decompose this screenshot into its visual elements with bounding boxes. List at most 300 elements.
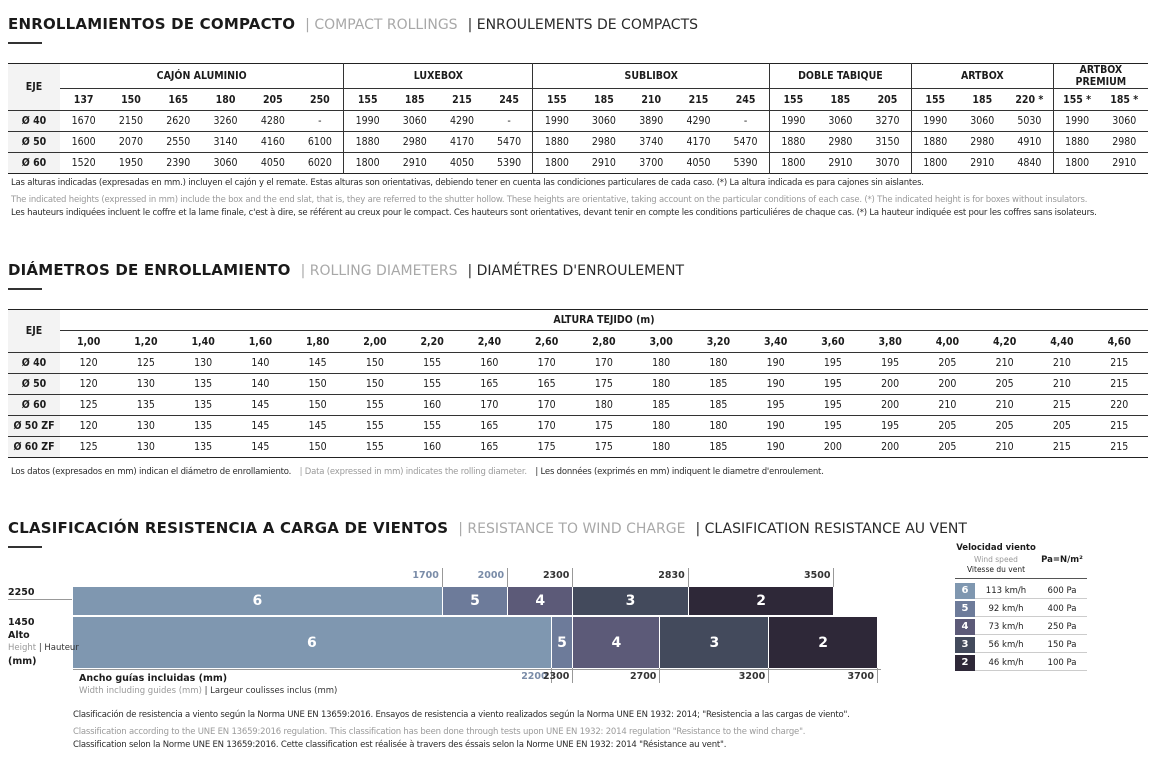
table-cell: 4290 [675,111,722,132]
size-header: 155 [533,89,580,111]
table-cell: 1880 [769,132,816,153]
table-cell: 135 [117,395,174,416]
table-cell: 2620 [155,111,202,132]
table-cell: 170 [518,395,575,416]
size-header: 180 [215,93,236,106]
table-cell: 1990 [1053,111,1100,132]
table-cell: 200 [919,374,976,395]
wind-bar-class-5: 5 [443,587,507,615]
table-cell: 1990 [533,111,580,132]
table-cell: 135 [175,437,232,458]
legend-row [955,637,1087,653]
height-unit: (mm) [8,656,37,667]
height-header: 4,60 [1107,335,1131,348]
top-width-label: 2300 [542,570,570,581]
table-cell: 145 [232,395,289,416]
table-cell: 2150 [107,111,154,132]
table-cell: 190 [747,416,804,437]
table-cell: 1990 [911,111,958,132]
table-cell: 150 [346,374,403,395]
table-cell: 1990 [769,111,816,132]
section3-note-es: Clasificación de resistencia a viento según la Norma UNE EN 13659:2016. Ensayos de resistencia a viento realizados según la Norma UNE EN 1932: 2014; "Resistencia a las cargas de viento". [73,710,850,720]
width-axis-line [73,669,881,670]
legend-header-line [955,578,1087,579]
table-cell: 3070 [864,153,911,174]
section2-title-en: | ROLLING DIAMETERS [300,263,458,279]
section2-notes [11,467,824,477]
table-cell: 4050 [675,153,722,174]
table-cell: 1800 [533,153,580,174]
table-cell: 210 [1033,374,1090,395]
size-header: 155 [344,89,391,111]
height-header: 2,40 [477,335,502,348]
section1-title-en: | COMPACT ROLLINGS [305,17,458,33]
table-cell: 215 [1091,416,1149,437]
table-row [8,111,1148,132]
group-header-row [8,64,1148,89]
legend-speed: 92 km/h [988,603,1024,614]
table-cell: 160 [404,395,461,416]
table-row [8,132,1148,153]
height-header: 4,20 [992,335,1017,348]
table-cell: 150 [289,374,346,395]
legend-class: 2 [955,655,975,671]
section2-title-fr: | DIAMÉTRES D'ENROULEMENT [467,263,685,279]
table-cell: 175 [575,437,632,458]
section3-note-fr: Classification selon la Norme UNE EN 13659:2016. Cette classification est réalisée à travers des éssais selon la Norme UNE EN 1932: 2014 "Résistance au vent". [73,740,727,750]
legend-speed: 113 km/h [985,585,1027,596]
height-header: 1,80 [305,335,330,348]
size-header: 220 * [1015,93,1044,106]
height-bottom-label: 1450 [8,617,35,628]
section1-note-es: Las alturas indicadas (expresadas en mm.) incluyen el cajón y el remate. Estas alturas son orientativas, debiendo tener en cuenta las condiciones particulares de cada caso. (*) La altura indicada es para cajones sin aislantes. [11,178,924,188]
table-cell: 3060 [1101,111,1148,132]
table-cell: 3060 [391,111,438,132]
table-cell: 170 [575,353,632,374]
table-cell: 4050 [249,153,296,174]
legend-title: Velocidad viento [956,543,1036,553]
size-header: 155 * [1053,89,1100,111]
table-cell: 155 [346,395,403,416]
table-cell: - [486,111,533,132]
section2-title-es: DIÁMETROS DE ENROLLAMIENTO [8,261,291,279]
table-cell: 195 [804,416,861,437]
group-header: CAJÓN ALUMINIO [60,64,344,89]
height-header: 3,00 [649,335,673,348]
table-cell: 160 [461,353,518,374]
size-header: 137 [73,93,94,106]
row-header: Ø 40 [8,111,60,132]
height-header: 1,40 [191,335,215,348]
section3-title-en: | RESISTANCE TO WIND CHARGE [458,521,686,537]
table-cell: 180 [633,374,690,395]
group-header: LUXEBOX [344,64,533,89]
table-cell: 205 [1033,416,1090,437]
table-cell: - [296,111,343,132]
top-width-label: 2830 [658,570,685,581]
table-cell: 125 [60,395,117,416]
group-header: DOBLE TABIQUE [769,64,911,89]
table-cell: 155 [404,416,461,437]
rolling-diameters-table [8,309,1148,458]
row-header: Ø 50 [8,374,60,395]
table-cell: 175 [518,437,575,458]
table-cell: 145 [232,437,289,458]
bottom-width-label: 2700 [629,671,657,682]
table-cell: 155 [404,353,461,374]
table-cell: 165 [518,374,575,395]
table-cell: 170 [518,353,575,374]
group-header-row [8,310,1148,331]
section2-note-es: Los datos (expresados en mm) indican el diámetro de enrollamiento. [11,467,292,477]
height-top-label: 2250 [8,587,35,598]
top-width-tick [833,568,834,587]
table-cell: 155 [346,437,403,458]
table-cell: 135 [175,416,232,437]
height-header: 2,60 [534,335,559,348]
table-cell: 180 [633,416,690,437]
height-top-line [8,599,72,600]
bottom-width-tick [659,668,660,683]
table-cell: 135 [175,395,232,416]
eje-header: EJE [8,310,60,353]
wind-bar-class-3: 3 [660,617,768,668]
table-cell: 200 [862,395,919,416]
table-cell: 185 [690,395,747,416]
size-header: 210 [641,93,662,106]
table-cell: 2980 [817,132,864,153]
size-header: 155 [769,89,816,111]
table-cell: 215 [1091,437,1149,458]
table-cell: 210 [976,437,1033,458]
table-cell: 185 [633,395,690,416]
legend-speed: 73 km/h [988,621,1024,632]
bottom-width-label: 3200 [738,671,766,682]
size-header: 150 [121,93,141,106]
table-cell: 145 [289,416,346,437]
legend-class: 3 [955,637,975,653]
table-cell: 1670 [60,111,107,132]
height-header: 2,80 [592,335,616,348]
table-cell: 5470 [722,132,769,153]
table-cell: 150 [346,353,403,374]
table-cell: 2910 [959,153,1006,174]
height-header: 2,20 [420,335,444,348]
table-cell: 190 [747,374,804,395]
legend-pressure: 400 Pa [1047,603,1077,614]
table-cell: 165 [461,437,518,458]
table-cell: 3740 [628,132,675,153]
size-header: 155 [911,89,958,111]
height-label-en: Height [8,643,37,653]
table-cell: 1880 [344,132,391,153]
table-cell: 140 [232,374,289,395]
table-cell: 215 [1033,395,1090,416]
table-cell: 160 [404,437,461,458]
table-row [8,353,1148,374]
table-cell: 215 [1033,437,1090,458]
table-cell: 210 [976,353,1033,374]
legend-class: 6 [955,583,975,599]
table-cell: 5390 [486,153,533,174]
table-cell: 1800 [344,153,391,174]
table-cell: 145 [232,416,289,437]
table-cell: 165 [461,374,518,395]
table-cell: 4290 [438,111,485,132]
table-cell: 5390 [722,153,769,174]
table-cell: 3060 [202,153,249,174]
size-header: 215 [452,93,472,106]
height-label-translations [8,643,79,653]
legend-unit: Pa=N/m² [1041,555,1083,565]
legend-row [955,583,1087,599]
table-cell: 2980 [391,132,438,153]
section1-rule [8,42,42,44]
table-cell: 1880 [533,132,580,153]
table-cell: 1800 [911,153,958,174]
row-header: Ø 60 [8,153,60,174]
section3-title [8,518,967,537]
wind-bar-class-4: 4 [573,617,659,668]
table-cell: 2910 [817,153,864,174]
row-header: Ø 50 [8,132,60,153]
table-cell: 4280 [249,111,296,132]
legend-row [955,601,1087,617]
section1-note-en: The indicated heights (expressed in mm) include the box and the end slat, that is, they are referred to the shutter hollow. These heights are orientative, taking account on the particular conditions of each case. (*) The indicated height is for boxes without insulators. [11,195,1088,205]
table-cell: 3060 [817,111,864,132]
wind-bar-class-2: 2 [769,617,877,668]
table-cell: 200 [804,437,861,458]
table-cell: 2980 [1101,132,1148,153]
height-header: 2,00 [363,335,387,348]
size-header: 185 [972,93,993,106]
table-cell: 4170 [675,132,722,153]
width-label-fr: | Largeur coulisses inclus (mm) [204,686,338,696]
table-cell: 210 [1033,353,1090,374]
section2-note-fr: | Les données (exprimés en mm) indiquent le diametre d'enroulement. [535,467,824,477]
height-label: Alto [8,630,30,641]
table-cell: 205 [919,416,976,437]
table-cell: - [722,111,769,132]
table-cell: 120 [60,374,117,395]
table-cell: 1990 [344,111,391,132]
table-cell: 145 [289,353,346,374]
height-header: 4,40 [1050,335,1074,348]
table-row [8,437,1148,458]
table-cell: 130 [175,353,232,374]
group-header: ARTBOX PREMIUM [1053,64,1148,89]
table-cell: 1520 [60,153,107,174]
table-cell: 175 [575,416,632,437]
height-label-fr: | Hauteur [38,643,79,653]
table-cell: 205 [976,416,1033,437]
table-cell: 170 [518,416,575,437]
row-header: Ø 60 ZF [8,437,60,458]
legend-row [955,619,1087,635]
legend-speed: 46 km/h [988,657,1024,668]
table-cell: 210 [976,395,1033,416]
bottom-width-label: 2200 [521,671,548,682]
table-cell: 125 [117,353,174,374]
table-cell: 220 [1091,395,1149,416]
size-header: 185 [594,93,614,106]
height-header: 1,00 [76,335,101,348]
table-cell: 205 [919,353,976,374]
size-header: 165 [168,93,189,106]
table-cell: 3270 [864,111,911,132]
table-cell: 195 [804,353,861,374]
table-cell: 165 [461,416,518,437]
legend-pressure: 100 Pa [1047,657,1077,668]
size-header: 250 [310,93,330,106]
table-cell: 195 [804,374,861,395]
height-header: 3,60 [821,335,845,348]
size-header: 185 * [1110,93,1139,106]
bottom-width-tick [877,668,878,683]
height-header: 1,60 [248,335,273,348]
size-header: 245 [499,93,519,106]
table-cell: 2550 [155,132,202,153]
size-header: 185 [830,93,851,106]
table-cell: 150 [289,437,346,458]
table-cell: 1880 [1053,132,1100,153]
table-cell: 1950 [107,153,154,174]
table-cell: 210 [919,395,976,416]
height-header: 3,80 [878,335,902,348]
group-header: ALTURA TEJIDO (m) [60,310,1148,331]
table-cell: 155 [346,416,403,437]
table-cell: 130 [117,374,174,395]
size-header: 205 [262,93,283,106]
section3-rule [8,546,42,548]
top-width-tick [507,568,508,587]
height-header: 3,20 [706,335,731,348]
bottom-width-label: 3700 [847,671,874,682]
row-header: Ø 40 [8,353,60,374]
table-cell: 180 [633,353,690,374]
section1-title-es: ENROLLAMIENTOS DE COMPACTO [8,15,296,33]
table-cell: 5470 [486,132,533,153]
table-cell: 180 [633,437,690,458]
table-cell: 150 [289,395,346,416]
width-label-translations [79,686,337,696]
size-header: 205 [877,93,898,106]
table-cell: 200 [862,437,919,458]
section1-note-fr: Les hauteurs indiquées incluent le coffre et la lame finale, c'est à dire, se référent au creux pour le compact. Ces hauteurs sont orientatives, devant tenir en compte les conditions particuliéres de chaque cas. (*) La hauteur indiquée est pour les coffres sans isolateurs. [11,208,1097,218]
section3-note-en: Classification according to the UNE EN 13659:2016 regulation. This classification has been done through tests upon UNE EN 1932: 2014 regulation "Resistance to the wind charge". [73,727,806,737]
table-row [8,153,1148,174]
size-header: 185 [404,93,425,106]
legend-pressure: 150 Pa [1047,639,1077,650]
section1-title [8,14,698,33]
table-cell: 215 [1091,353,1149,374]
table-row [8,416,1148,437]
table-cell: 3060 [959,111,1006,132]
table-cell: 1800 [1053,153,1100,174]
table-cell: 6100 [296,132,343,153]
table-cell: 180 [690,353,747,374]
top-width-tick [572,568,573,587]
table-cell: 190 [747,437,804,458]
table-row [8,395,1148,416]
table-cell: 3150 [864,132,911,153]
table-cell: 130 [117,416,174,437]
size-header-row [8,89,1148,111]
table-cell: 2980 [580,132,627,153]
bottom-width-label: 2300 [542,671,570,682]
table-cell: 1600 [60,132,107,153]
table-cell: 195 [862,416,919,437]
wind-bar-class-6: 6 [73,587,442,615]
wind-bar-class-4: 4 [508,587,572,615]
section2-rule [8,288,42,290]
table-cell: 2390 [155,153,202,174]
table-cell: 195 [862,353,919,374]
compact-rollings-table [8,63,1148,174]
group-header: SUBLIBOX [533,64,769,89]
height-header-row [8,331,1148,353]
table-cell: 195 [747,395,804,416]
height-header: 1,20 [134,335,158,348]
table-cell: 2070 [107,132,154,153]
table-cell: 1800 [769,153,816,174]
table-cell: 180 [690,416,747,437]
wind-bar-class-5: 5 [552,617,573,668]
table-cell: 120 [60,353,117,374]
table-cell: 200 [862,374,919,395]
group-header: ARTBOX [911,64,1053,89]
wind-bar-class-3: 3 [573,587,687,615]
section3-title-es: CLASIFICACIÓN RESISTENCIA A CARGA DE VIENTOS [8,519,449,537]
table-cell: 170 [461,395,518,416]
table-cell: 2910 [391,153,438,174]
section2-note-en: | Data (expressed in mm) indicates the rolling diameter. [299,467,527,477]
wind-bar-class-2: 2 [689,587,834,615]
legend-title-fr: Vitesse du vent [966,565,1026,574]
table-cell: 1880 [911,132,958,153]
legend-title-en: Wind speed [974,555,1018,564]
table-cell: 2980 [959,132,1006,153]
section2-title [8,260,684,279]
width-label-en: Width including guides (mm) [79,686,202,696]
size-header: 245 [735,93,756,106]
top-width-label: 3500 [804,570,831,581]
top-width-tick [442,568,443,587]
table-cell: 135 [175,374,232,395]
top-width-label: 2000 [477,570,505,581]
top-width-label: 1700 [412,570,439,581]
table-cell: 3140 [202,132,249,153]
table-cell: 4910 [1006,132,1053,153]
table-cell: 175 [575,374,632,395]
table-cell: 4840 [1006,153,1053,174]
table-cell: 155 [404,374,461,395]
table-cell: 120 [60,416,117,437]
table-cell: 5030 [1006,111,1053,132]
legend-row [955,655,1087,671]
table-cell: 140 [232,353,289,374]
section1-title-fr: | ENROULEMENTS DE COMPACTS [467,17,699,33]
table-cell: 185 [690,374,747,395]
table-cell: 130 [117,437,174,458]
legend-pressure: 600 Pa [1047,585,1077,596]
table-cell: 125 [60,437,117,458]
legend-speed: 56 km/h [988,639,1024,650]
table-cell: 3060 [580,111,627,132]
width-label: Ancho guías incluidas (mm) [79,673,228,684]
table-cell: 215 [1091,374,1149,395]
table-cell: 195 [804,395,861,416]
